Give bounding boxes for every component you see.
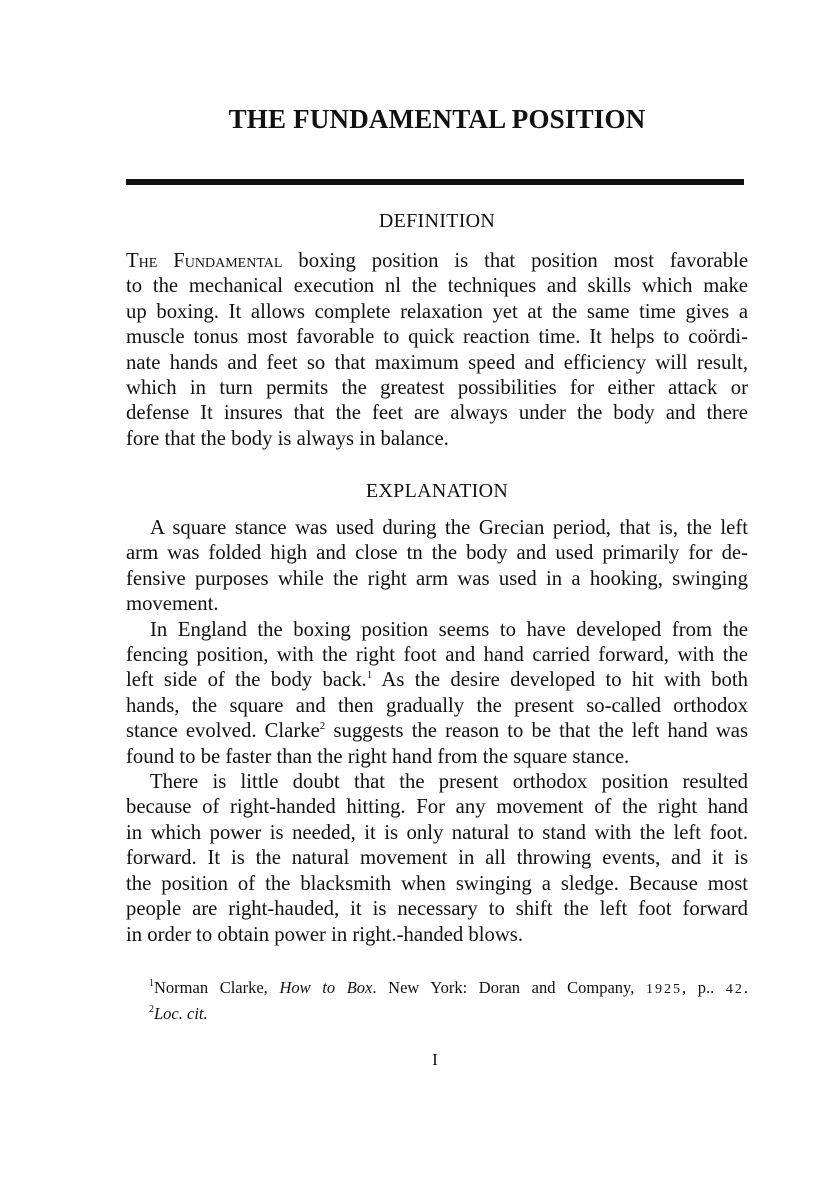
- footnote-year: 1925: [645, 982, 682, 997]
- footnote-marker: 1: [149, 978, 154, 989]
- text-line: [126, 249, 748, 274]
- text-line: people are right-hauded, it is necessary to shift the left foot forward: [126, 898, 748, 921]
- footnote-author: Norman Clarke,: [154, 978, 280, 997]
- definition-heading: DEFINITION: [378, 210, 496, 232]
- footnote-ref-1[interactable]: 1: [366, 669, 373, 682]
- text-line: the position of the blacksmith when swinging a sledge. Because most: [126, 872, 748, 895]
- footnotes: [149, 976, 748, 1026]
- explanation-heading: EXPLANATION: [365, 480, 509, 502]
- explanation-paragraph-2: [126, 618, 748, 770]
- text-line: In England the boxing position seems to have developed from the: [150, 618, 748, 641]
- text-line: in which power is needed, it is only natural to stand with the left foot.: [126, 821, 748, 844]
- text-segment: left side of the body back.: [126, 669, 367, 692]
- explanation-paragraph-1: [126, 516, 748, 618]
- text-line: which in turn permits the greatest possibilities for either attack or: [126, 377, 748, 400]
- text-line: forward. It is the natural movement in all throwing events, and it is: [126, 847, 748, 870]
- text-line: muscle tonus most favorable to quick reaction time. It helps to coördi-: [126, 326, 748, 349]
- text-line: movement.: [126, 593, 219, 616]
- text-segment: As the desire developed to hit with both: [372, 669, 748, 692]
- text-line: found to be faster than the right hand from the square stance.: [126, 745, 630, 768]
- text-segment: stance evolved. Clarke: [126, 720, 320, 743]
- footnote-publisher: . New York: Doran and Company,: [372, 978, 646, 997]
- text-line: arm was folded high and close tn the body and used primarily for de-: [126, 542, 748, 565]
- footnote-ref-2[interactable]: 2: [319, 720, 326, 733]
- text-line: There is little doubt that the present orthodox position resulted: [150, 771, 748, 794]
- footnote-1: [149, 976, 748, 1002]
- footnote-page: 42: [725, 982, 744, 997]
- text-line: up boxing. It allows complete relaxation yet at the same time gives a: [126, 300, 748, 323]
- lead-word-the: The: [126, 250, 158, 272]
- text-line: defense It insures that the feet are always under the body and there: [126, 402, 748, 425]
- text-line: fore that the body is always in balance.: [126, 427, 449, 450]
- footnote-end: .: [743, 978, 748, 997]
- page-number: I: [432, 1050, 438, 1069]
- lead-word-fundamental: Fundamental: [173, 250, 283, 272]
- page-title: THE FUNDAMENTAL POSITION: [228, 104, 646, 134]
- text-line: hands, the square and then gradually the present so-called orthodox: [126, 694, 748, 717]
- text-line: because of right-handed hitting. For any movement of the right hand: [126, 796, 748, 819]
- definition-paragraph: [126, 249, 748, 452]
- footnote-book-title: How to Box: [279, 978, 373, 997]
- text-line: fencing position, with the right foot and hand carried forward, with the: [126, 644, 748, 667]
- title-rule: [126, 179, 744, 185]
- text-line: nate hands and feet so that maximum speed and efficiency will result,: [126, 351, 748, 374]
- footnote-marker: 2: [149, 1004, 154, 1015]
- text-line: A square stance was used during the Grecian period, that is, the left: [150, 517, 748, 539]
- footnote-separator: , p..: [681, 978, 726, 997]
- explanation-paragraph-3: [126, 770, 748, 948]
- text-segment: suggests the reason to be that the left hand was: [325, 720, 748, 743]
- text-line: to the mechanical execution nl the techniques and skills which make: [126, 275, 748, 298]
- text-line-rest: boxing position is that position most favorable: [282, 250, 748, 272]
- footnote-text: Loc. cit.: [154, 1004, 208, 1023]
- text-line: fensive purposes while the right arm was used in a hooking, swinging: [126, 567, 748, 590]
- text-line: in order to obtain power in right.-handed blows.: [126, 923, 524, 946]
- footnote-2: [149, 1002, 748, 1026]
- text-line: [126, 668, 748, 693]
- text-line: [126, 719, 748, 744]
- explanation-body: [126, 516, 748, 948]
